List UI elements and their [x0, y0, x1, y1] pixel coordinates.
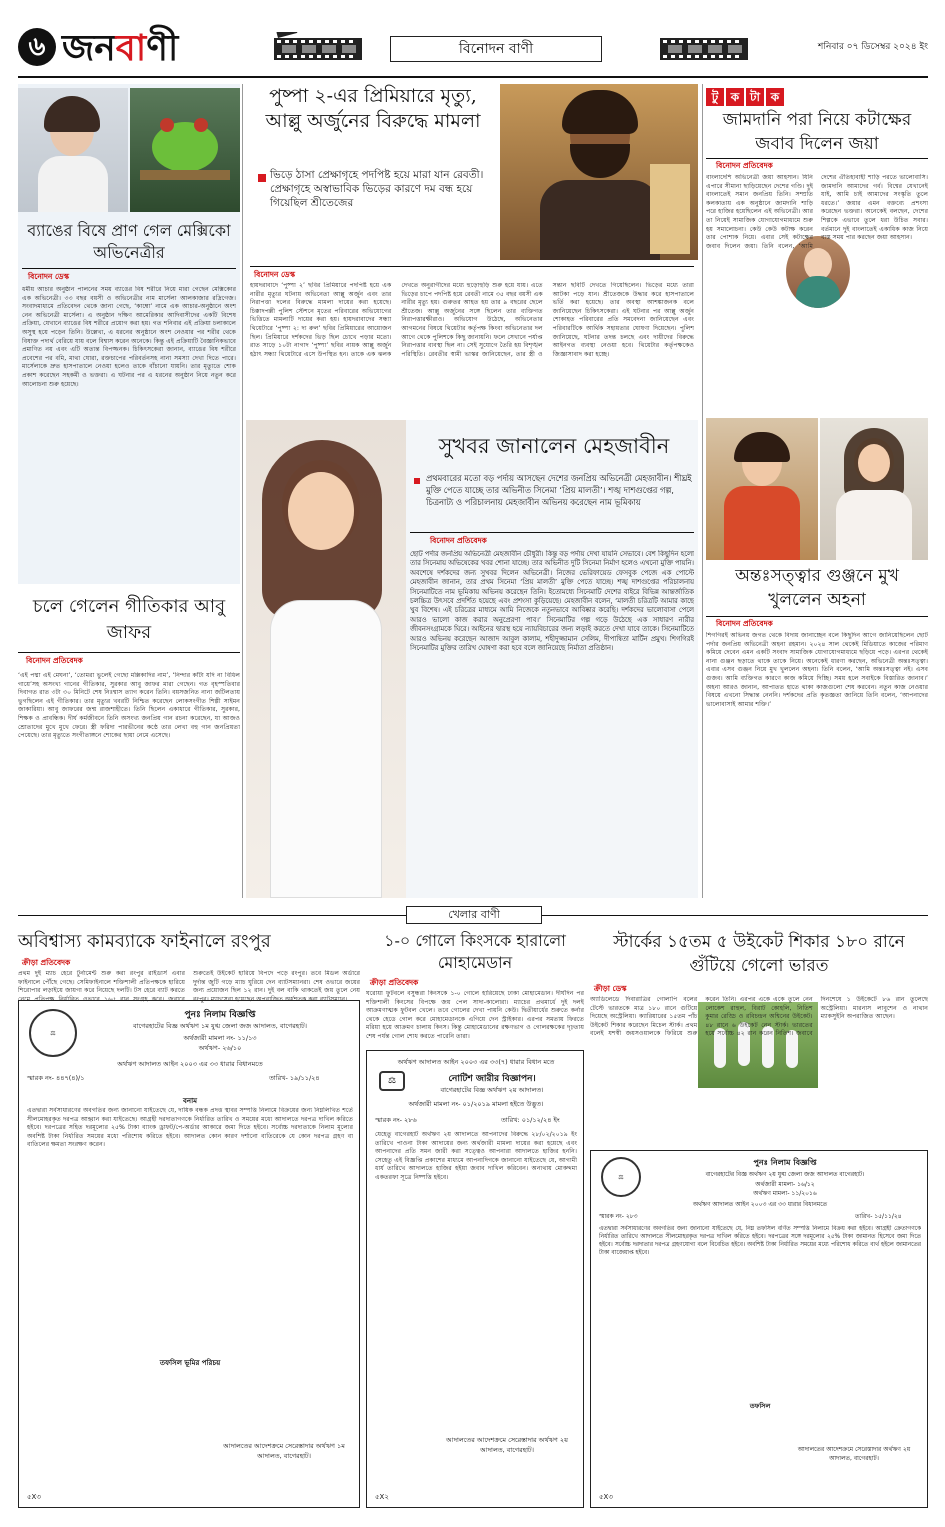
notice-left-case: অর্থজারী মামলা নং- ১১/১৩ [183, 1034, 257, 1042]
rangpur-byline: ক্রীড়া প্রতিবেদক [22, 958, 71, 967]
issue-date: শনিবার ০৭ ডিসেম্বর ২০২৪ ইং [818, 42, 928, 52]
logo-part3: াণী [146, 27, 179, 69]
notice-right-case: অর্থজারী মামলা- ১৬/১২ [755, 1181, 815, 1188]
notice-right-case2: অর্থঋণ মামলা- ১১/২০১৬ [753, 1190, 817, 1197]
pushpa-deck-bullet [258, 174, 266, 182]
notice-middle [366, 1050, 584, 1508]
notice-left-date: তারিখ- ১৯/১১/২৪ [269, 1074, 320, 1082]
frog-byline-rule [22, 268, 236, 269]
tuktak-char-2: ক [726, 88, 744, 106]
mehjabin-deck-bullet [414, 478, 420, 484]
jaya-headline: জামদানি পরা নিয়ে কটাক্ষের জবাব দিলেন জয়া [722, 110, 912, 154]
jaya-byline-rule [706, 158, 928, 159]
starc-body: অ্যাডিলেডে দিবারাত্রির গোলাপি বলের টেস্টে ভারতকে মাত্র ১৮০ রানে গুটিয়ে দিয়েছে অস্ট্রেলিয়া। ক্যারিয়ারের ১৫তম পাঁচ উইকেট শিকার করেছেন মিচেল স্টার্ক। প্রথম বলেই যশস্বী জয়সওয়ালকে ফিরিয়ে শুরু করেন তিনি। এরপর একে একে তুলে নেন লোকেশ রাহুল, বিরাট কোহলি, নিতিশ কুমার রেড্ডি ও রবিচন্দ্রন অশ্বিনের উইকেট। ৪৮ রানে ৬ উইকেট নেন স্টার্ক। ভারতের হয়ে সর্বোচ্চ ৪২ রান করেন নিতিশ। জবাবে দিনশেষে ১ উইকেটে ৮৬ রান তুলেছে অস্ট্রেলিয়া। মারনাস লাবুশেন ও নাথান ম্যাকসুইনি অপরাজিত আছেন। [590, 996, 928, 1038]
notice-right-date: তারিখ- ১৫/১১/২৪ [855, 1213, 902, 1220]
notice-left-against: বনাম [183, 1097, 197, 1105]
frog-body: ধর্মীয় আচার অনুষ্ঠান পালনের সময় ব্যাঙের বিষ শরীরে নিয়ে মারা গেছেন মেক্সিকোর এক অভিনেত্রী। ৩৩ বছর বয়সী ও অভিনেত্রীর নাম মার্সেলা আলকাজার রদ্রিগেজ। সংবাদমাধ্যমে প্রতিবেদন থেকে জানা গেছে, ‘কাম্বো’ নামে এক আচার-অনুষ্ঠানে অংশ নেন অভিনেত্রী মার্সেলা। এ অনুষ্ঠান দক্ষিণ আমেরিকার আদিবাসীদের একটি বিশেষ প্রক্রিয়া, যেখানে ব্যাঙের বিষ শরীরে প্রয়োগ করা হয়। গত শনিবার এই প্রক্রিয়া চলাকালে অসুস্থ হয়ে পড়েন তিনি। উল্লেখ্য, এ ধরনের অনুষ্ঠানে অংশ নেওয়ার পর শরীর থেকে বিষাক্ত পদার্থ বেরিয়ে যায় বলে বিশ্বাস করেন অনেকে। কিন্তু এই প্রক্রিয়াটি বৈজ্ঞানিকভাবে প্রমাণিত নয় এবং এটি অত্যন্ত বিপজ্জনক। চিকিৎসকেরা জানান, ব্যাঙের বিষ শরীরে প্রবেশের পর বমি, মাথা ঘোরা, রক্তচাপের পরিবর্তনসহ নানা সমস্যা দেখা দিতে পারে। মার্সেলাকে দ্রুত হাসপাতালে নেওয়া হলেও তাকে বাঁচানো যায়নি। তার মৃত্যুতে শোক প্রকাশ করেছেন সহকর্মী ও ভক্তরা। এ ঘটনার পর এ ধরনের অনুষ্ঠান নিয়ে নতুন করে আলোচনা শুরু হয়েছে। [22, 286, 236, 388]
notice-right-sub: বাগেরহাটের বিজ্ঞ অর্থঋণ ২য় যুগ্ম জেলা জজ আদালত বাগেরহাট। [705, 1171, 865, 1178]
notice-middle-case: অর্থজারী মামলা নং- ০১/২০১৯ মামলা হইতে উদ্ভূত। [408, 1100, 544, 1108]
notice-middle-body: যেহেতু বাগেরহাট অর্থঋণ ২য় আদালতে আপনাদের বিরুদ্ধে ২৮/০২/২০১৯ ইং তারিখে পাওনা টাকা আদায়ের জন্য অর্থজারী মামলা দায়ের করা হয়েছে এবং আপনাদের প্রতি সমন জারী করা সত্ত্বেও আপনারা আদালতে হাজির হননি। সেহেতু এই বিজ্ঞপ্তি প্রকাশের মাধ্যমে আপনাদিগকে জানানো যাইতেছে যে, আগামী ধার্য তারিখে আদালতে হাজির হইয়া জবাব দাখিল করিবেন। অন্যথায় মোকদ্দমা একতরফা সূত্রে নিষ্পত্তি হইবে। [375, 1131, 577, 1181]
pushpa-byline: বিনোদন ডেস্ক [254, 270, 295, 279]
ohona-photo-2 [820, 418, 928, 560]
jafar-body: ‘এই পদ্মা এই মেঘনা’, ‘তোমরা ভুলেই গেছো মল্লিকাদির নাম’, ‘নিন্দার কাঁটা যদি না বিঁধিল গায়ে’সহ অসংখ্য গানের গীতিকার, সুরকার আবু জাফর মারা গেছেন। গত বৃহস্পতিবার দিবাগত রাত ৩টা ৩০ মিনিটে শেষ নিঃশ্বাস ত্যাগ করেন তিনি। বয়সজনিত নানা জটিলতায় ভুগছিলেন এই গীতিকার। তার মৃত্যুর খবরটি নিশ্চিত করেছেন লোকসংগীত শিল্পী সাইমন জাকারিয়া। আবু জাফরের জন্ম রাজশাহীতে। তিনি ছিলেন একাধারে গীতিকার, সুরকার, শিক্ষক ও প্রাবন্ধিক। দীর্ঘ কর্মজীবনে তিনি অসংখ্য জনপ্রিয় গান রচনা করেছেন, যা আজও শ্রোতাদের মুখে মুখে ফেরে। স্ত্রী ফরিদা পারভীনের কণ্ঠে তার লেখা বহু গান জনপ্রিয়তা পেয়েছে। তার মৃত্যুতে সংগীতাঙ্গনে শোকের ছায়া নেমে এসেছে। [18, 672, 240, 740]
notice-right-schedule: তফসিল [749, 1402, 771, 1410]
masthead [18, 24, 928, 72]
notice-right-sign: আদালতের আদেশক্রমে সেরেস্তাদার অর্থঋণ ২য় আদালত, বাগেরহাট। [797, 1446, 911, 1462]
kings-headline: ১-০ গোলে কিংসকে হারালো মোহামেডান [384, 931, 566, 972]
notice-middle-date: তারিখ: ০১/১২/২৪ ইং [501, 1116, 560, 1124]
notice-right-body: এতদ্বারা সর্বসাধারণের অবগতির জন্য জানানো যাইতেছে যে, নিম্ন তফসিল বর্ণিত সম্পত্তি নিলামে বিক্রয় করা হইবে। আগ্রহী ক্রেতাগণকে নির্ধারিত তারিখে আদালতে সীলমোহরকৃত দরপত্র দাখিল করিতে হইবে। দরপত্রের সঙ্গে দরমূল্যের ২৫% টাকা জামানত হিসেবে জমা দিতে হইবে। সর্বোচ্চ দরদাতার দরপত্র গ্রহণযোগ্য বলে বিবেচিত হইবে। অবশিষ্ট টাকা নির্ধারিত সময়ের মধ্যে পরিশোধ করিতে ব্যর্থ হইলে জামানতের টাকা বাজেয়াপ্ত হইবে। [599, 1226, 921, 1256]
notice-middle-court: বাগেরহাটের বিজ্ঞ অর্থঋণ ২য় আদালত। [440, 1086, 544, 1094]
jaya-body: বাংলাদেশি অভিনেত্রী জয়া আহসান। যিনি এপারে সীমানা ছাড়িয়েছেন দেশের গণ্ডি। দুই বাংলাতেই সমান জনপ্রিয় তিনি। সম্প্রতি কলকাতায় এক অনুষ্ঠানে জামদানি শাড়ি পরে হাজির হয়েছিলেন এই অভিনেত্রী। আর তা নিয়েই সামাজিক যোগাযোগমাধ্যমে শুরু হয় সমালোচনা। কেউ কেউ কটাক্ষ করেন তার পোশাক নিয়ে। এবার সেই কটাক্ষের জবাব দিলেন জয়া। তিনি বলেন, ‘আমি দেশের ঐতিহ্যবাহী শাড়ি পরতে ভালোবাসি। জামদানি আমাদের গর্ব। বিশ্বের যেখানেই যাই, আমি চাই আমাদের সংস্কৃতি তুলে ধরতে।’ জয়ার এমন বক্তব্যে প্রশংসা করেছেন ভক্তরা। অনেকেই বলছেন, দেশের শিল্পকে এভাবে তুলে ধরা উচিত সবার। বর্তমানে দুই বাংলাতেই একাধিক কাজ নিয়ে ব্যস্ত সময় পার করছেন জয়া আহসান। [706, 174, 928, 250]
mehjabin-deck: প্রথমবারের মতো বড় পর্দায় আসছেন দেশের জনপ্রিয় অভিনেত্রী মেহজাবীন। শীঘ্রই মুক্তি পেতে যাচ্ছে তার অভিনীত সিনেমা ‘প্রিয় মালতী’। শঙ্খ দাশগুপ্তের গল্প, চিত্রনাট্য ও পরিচালনায় মেহজাবীন অভিনয় করেছেন নাম ভূমিকায় [426, 473, 692, 507]
rangpur-body: প্রথম দুই ম্যাচ হেরে টুর্নামেন্ট শুরু করা রংপুর রাইডার্স এবার ফাইনালে পৌঁছে গেছে। সেমিফাইনালে শক্তিশালী প্রতিপক্ষকে হারিয়ে শিরোপার লড়াইয়ে জায়গা করে নিয়েছে দলটি। টস হেরে ব্যাট করতে নেমে প্রতিপক্ষ নির্ধারিত ওভারে ১৬৫ রান সংগ্রহ করে। জবাবে শুরুতেই উইকেট হারিয়ে বিপদে পড়ে রংপুর। তবে মিডল অর্ডারে দুর্দান্ত জুটি গড়ে ম্যাচ ঘুরিয়ে দেন ব্যাটসম্যানরা। শেষ ওভারে জয়ের জন্য প্রয়োজন ছিল ১২ রান। দুই বল বাকি থাকতেই জয় তুলে নেয় রংপুর। ম্যাচসেরা হয়েছেন অপরাজিত অর্ধশতক করা ব্যাটসম্যান। [18, 970, 360, 1003]
jaya-byline: বিনোদন প্রতিবেদক [716, 161, 773, 170]
notice-middle-title: নোটিশ জারীর বিজ্ঞাপন। [448, 1074, 536, 1084]
notice-left-case2: অর্থঋণ- ২৬/১০ [198, 1044, 242, 1052]
notice-left-sign: আদালতের আদেশক্রমে সেরেস্তাদার অর্থঋণ ১ম আদালত, বাগেরহাট। [223, 1442, 345, 1460]
notice-right-size: ৫X৩ [599, 1493, 613, 1501]
pushpa-byline-rule [250, 266, 694, 267]
paper-logo [62, 26, 178, 70]
ohona-byline-rule [706, 616, 928, 617]
notice-right-ref: স্মারক নং- ২৮৩ [599, 1213, 638, 1220]
logo-part1: জন [62, 27, 116, 69]
allu-arjun-photo [500, 84, 698, 260]
mehjabin-photo [246, 420, 406, 898]
jafar-byline-rule [18, 652, 240, 653]
logo-part2: ব [115, 27, 147, 69]
section-title: বিনোদন বাণী [390, 36, 602, 62]
masthead-rule [18, 76, 928, 78]
jafar-story [18, 590, 240, 898]
ohona-byline: বিনোদন প্রতিবেদক [716, 619, 773, 628]
pushpa-body: হায়দরাবাদে ‘পুষ্পা ২’ ছবির প্রিমিয়ারে পদপিষ্ট হয়ে এক নারীর মৃত্যুর ঘটনায় অভিনেতা আল্লু অর্জুন এবং তার নিরাপত্তা দলের বিরুদ্ধে মামলা দায়ের করা হয়েছে। চিক্কাদপল্লী পুলিশ স্টেশনে মৃতের পরিবারের অভিযোগের ভিত্তিতে মামলাটি দায়ের করা হয়। হায়দরাবাদের সন্ধ্যা থিয়েটারে ‘পুষ্পা ২: দ্য রুল’ ছবির প্রিমিয়ারের আয়োজন ছিল। প্রিমিয়ারে দর্শকদের ভিড় ছিল চোখে পড়ার মতো। রাত সাড়ে ১০টা নাগাদ ‘পুষ্পা’ ছবির নায়ক আল্লু অর্জুন হঠাৎ সন্ধ্যা থিয়েটারে এসে উপস্থিত হন। তাকে এক ঝলক দেখতে অনুরাগীদের মধ্যে হুড়োহুড়ি শুরু হয়ে যায়। এতে ভিড়ের চাপে পদপিষ্ট হয়ে রেবতী নামে ৩৫ বছর বয়সী এক নারীর মৃত্যু হয়। গুরুতর আহত হয় তার ৯ বছরের ছেলে শ্রীতেজ। আল্লু অর্জুনের সঙ্গে ছিলেন তার ব্যক্তিগত নিরাপত্তারক্ষীরাও। অভিযোগ উঠেছে, অভিনেতার আগমনের বিষয়ে থিয়েটার কর্তৃপক্ষ কিংবা অভিনেতার দল আগে থেকে পুলিশকে কিছু জানায়নি। ফলে সেখানে পর্যাপ্ত নিরাপত্তার ব্যবস্থা ছিল না। সেই সুযোগে তৈরি হয় বিশৃঙ্খল পরিস্থিতি। রেবতীর স্বামী ভাস্কর জানিয়েছেন, তার স্ত্রী ও সন্তান ছবিটি দেখতে গিয়েছিলেন। ভিড়ের মধ্যে তারা আটকা পড়ে যান। শ্রীতেজকে উদ্ধার করে হাসপাতালে ভর্তি করা হয়েছে। তার অবস্থা আশঙ্কাজনক বলে জানিয়েছেন চিকিৎসকেরা। এই ঘটনার পর আল্লু অর্জুন শোকাহত পরিবারের প্রতি সমবেদনা জানিয়েছেন এবং পরিবারটিকে আর্থিক সহায়তার ঘোষণা দিয়েছেন। পুলিশ জানিয়েছে, ঘটনার তদন্ত চলছে এবং দায়ীদের বিরুদ্ধে আইনগত ব্যবস্থা নেওয়া হবে। থিয়েটার কর্তৃপক্ষকেও জিজ্ঞাসাবাদ করা হচ্ছে। [250, 282, 694, 358]
rangpur-story [18, 930, 360, 1003]
notice-left-title: পুনঃ নিলাম বিজ্ঞপ্তি [184, 1010, 256, 1020]
mehjabin-byline-rule [410, 532, 694, 533]
notice-left-law: অর্থঋণ আদালত আইন ২০০৩ এর ৩৩ ধারার বিধানমতে [117, 1060, 263, 1068]
frog-story [18, 84, 240, 584]
tuktak-char-3: টা [746, 88, 764, 106]
column-divider-1 [242, 84, 243, 898]
tuktak-char-4: ক [766, 88, 784, 106]
notice-left-sub: বাগেরহাটের বিজ্ঞ অর্থঋণ ১ম যুগ্ম জেলা জজ আদালত, বাগেরহাট। [133, 1022, 307, 1030]
starc-story [590, 930, 928, 1150]
sports-section-title: খেলার বাণী [406, 906, 542, 924]
ohona-headline: অন্তঃসত্ত্বার গুঞ্জনে মুখ খুললেন অহনা [735, 566, 899, 610]
ohona-body: শিগগিরই অভিনয় জগত থেকে বিদায় জানাচ্ছেন বলে কিছুদিন আগে জানিয়েছিলেন ছোট পর্দার জনপ্রিয় অভিনেত্রী অহনা রহমান। ২০২৪ সাল থেকেই মিডিয়াতে কাজের পরিমাণ কমিয়ে দেবেন এমন একটি সংবাদ সামাজিক যোগাযোগমাধ্যমে ছড়িয়ে পড়ে। এরপর থেকেই নানা গুঞ্জন ছড়াতে থাকে তাকে নিয়ে। অনেকেই ধারণা করছেন, অভিনেত্রী অন্তঃসত্ত্বা। এবার এসব গুঞ্জন নিয়ে মুখ খুললেন অহনা। তিনি বলেন, ‘আমি অন্তঃসত্ত্বা নই। এসব গুজব। আমি ব্যক্তিগত কারণে কাজ কমিয়ে দিচ্ছি। সময় হলে সবাইকে বিস্তারিত জানাব।’ অহনা আরও জানান, আপাতত হাতে থাকা কাজগুলো শেষ করবেন। নতুন কাজ নেওয়ার বিষয়ে এখনো সিদ্ধান্ত নেননি। দর্শকদের প্রতি কৃতজ্ঞতা জানিয়ে তিনি বলেন, ‘আপনাদের ভালোবাসাই আমার শক্তি।’ [706, 632, 928, 708]
film-strip-right-icon [658, 32, 750, 66]
kings-byline: ক্রীড়া প্রতিবেদক [370, 978, 419, 987]
frog-byline: বিনোদন ডেস্ক [28, 272, 69, 281]
column-divider-2 [702, 84, 703, 898]
notice-right-title: পুনঃ নিলাম বিজ্ঞপ্তি [753, 1158, 817, 1167]
notice-right-law: অর্থঋণ আদালত আইন ২০০৩ এর ৩৩ ধারার বিধানমতে [692, 1201, 828, 1208]
court-seal-left-icon: ⚖ [29, 1009, 77, 1057]
film-strip-left-icon [272, 32, 364, 66]
frog-headline: ব্যাঙের বিষে প্রাণ গেল মেক্সিকো অভিনেত্রীর [27, 221, 231, 262]
starc-byline: ক্রীড়া ডেস্ক [594, 984, 627, 993]
court-emblem-middle-icon: ⚖ [379, 1071, 405, 1091]
jafar-headline: চলে গেলেন গীতিকার আবু জাফর [32, 596, 226, 643]
mehjabin-headline: সুখবর জানালেন মেহজাবীন [438, 434, 670, 458]
notice-middle-sign: আদালতের আদেশক্রমে সেরেস্তাদার অর্থঋণ ২য় আদালত, বাগেরহাট। [446, 1436, 568, 1454]
notice-middle-ref: স্মারক নং- ২৮৬ [375, 1116, 417, 1124]
jafar-byline: বিনোদন প্রতিবেদক [26, 656, 83, 665]
kings-story [366, 930, 584, 1048]
notice-right [590, 1150, 928, 1508]
pushpa-deck: ভিড়ে ঠাসা প্রেক্ষাগৃহে পদপিষ্ট হয়ে মারা যান রেবতী। প্রেক্ষাগৃহে অস্বাভাবিক ভিড়ের কারণে দম বন্ধ হয়ে গিয়েছিল শ্রীতেজের [270, 169, 484, 209]
mehjabin-body: ছোট পর্দার জনপ্রিয় অভিনেত্রী মেহজাবীন চৌধুরী। কিন্তু বড় পর্দায় দেখা যায়নি সেভাবে। বেশ কিছুদিন হলো তার সিনেমায় অভিষেকের খবর শোনা যাচ্ছে। তার অভিনীত দুটি সিনেমা নির্মাণ হলেও এখনো মুক্তি পায়নি। অবশেষে দর্শকদের জন্য সুখবর দিলেন অভিনেত্রী। নিজের ভেরিফায়েড ফেসবুক পেজে এক পোস্টে মেহজাবীন জানান, তার প্রথম সিনেমা ‘প্রিয় মালতী’ মুক্তি পেতে যাচ্ছে। শঙ্খ দাশগুপ্তের পরিচালনায় সিনেমাটিতে নাম ভূমিকায় অভিনয় করেছেন তিনি। ইতোমধ্যে সিনেমাটি দেশের বাইরে বিভিন্ন আন্তর্জাতিক চলচ্চিত্র উৎসবে প্রদর্শিত হয়েছে এবং প্রশংসা কুড়িয়েছে। মেহজাবীন বলেন, ‘মালতী চরিত্রটি আমার কাছে খুব বিশেষ। এই চরিত্রের মাধ্যমে আমি নিজেকে নতুনভাবে আবিষ্কার করেছি। দর্শকদের ভালোবাসা পেলে আরও ভালো কাজ করার অনুপ্রেরণা পাব।’ সিনেমাটির গল্প গড়ে উঠেছে এক সাধারণ নারীর জীবনসংগ্রামকে ঘিরে। আইনের দ্বারস্থ হয়ে ন্যায়বিচারের জন্য লড়াই করতে দেখা যাবে তাকে। সিনেমাটিতে আরও অভিনয় করেছেন আজাদ আবুল কালাম, শহীদুজ্জামান সেলিম, দীপান্বিতা মার্টিন প্রমুখ। শিগগিরই সিনেমাটির মুক্তির তারিখ ঘোষণা করা হবে বলে জানিয়েছে নির্মাতা প্রতিষ্ঠান। [410, 550, 694, 653]
rangpur-headline: অবিশ্বাস্য কামব্যাকে ফাইনালে রংপুর [18, 931, 271, 952]
actress-photo [18, 88, 128, 212]
notice-middle-size: ৫X২ [375, 1493, 389, 1501]
pushpa-story [246, 84, 698, 414]
frog-photo [130, 88, 240, 212]
ohona-photo-1 [706, 418, 818, 560]
mehjabin-byline: বিনোদন প্রতিবেদক [430, 536, 487, 545]
notice-left-ref: স্মারক নং- ৪৪৭(৪)/১ [27, 1074, 85, 1082]
page-number-badge: ৬ [18, 28, 56, 66]
tuktak-char-1: টু [706, 88, 724, 106]
kings-body: ঘরোয়া ফুটবলে বসুন্ধরা কিংসকে ১-০ গোলে হারিয়েছে ঢাকা মোহামেডান। দীর্ঘদিন পর শক্তিশালী কিংসের বিপক্ষে জয় পেল সাদা-কালোরা। ম্যাচের প্রথমার্ধে দুই দলই আক্রমণাত্মক ফুটবল খেলে। তবে গোলের দেখা পায়নি কেউ। দ্বিতীয়ার্ধের শুরুতে কর্নার থেকে হেডে গোল করে মোহামেডানকে এগিয়ে দেন স্ট্রাইকার। এরপর সমতায় ফিরতে মরিয়া হয়ে আক্রমণ চালায় কিংস। কিন্তু মোহামেডানের রক্ষণভাগ ও গোলরক্ষকের দৃঢ়তায় শেষ পর্যন্ত গোল শোধ করতে পারেনি তারা। [366, 990, 584, 1040]
mehjabin-story [246, 420, 698, 898]
sports-section-bar [18, 906, 928, 924]
court-seal-right-icon: ⚖ [601, 1157, 641, 1197]
starc-headline: স্টার্কের ১৫তম ৫ উইকেট শিকার ১৮০ রানে গুঁটিয়ে গেলো ভারত [613, 932, 905, 976]
notice-left [18, 1000, 360, 1508]
notice-left-size: ৫X৩ [27, 1493, 41, 1501]
tuktak-label [706, 86, 796, 106]
notice-middle-law: অর্থঋণ আদালত আইন ২০০৩ এর ৩৩(৭) ধারার বিধান মতে [397, 1058, 555, 1066]
notice-left-body: এতদ্বারা সর্বসাধারণের অবগতির জন্য জানানো যাইতেছে যে, দায়িক বন্ধক প্রদত্ত স্থাবর সম্পত্তি নিলামে বিক্রয়ের জন্য নিম্নলিখিত শর্তে সীলমোহরকৃত দরপত্র আহ্বান করা যাইতেছে। আগ্রহী দরদাতাগণকে নির্ধারিত তারিখ ও সময়ের মধ্যে আদালতে দরপত্র দাখিল করিতে হইবে। দরপত্রের সহিত দরমূল্যের ২৫% টাকা ব্যাংক ড্রাফট/পে-অর্ডার আকারে জমা দিতে হইবে। সর্বোচ্চ দরদাতাকে নিলাম মূল্যের অবশিষ্ট টাকা নির্ধারিত সময়ের মধ্যে পরিশোধ করিতে হইবে। আদালত কোন কারণ দর্শানো ব্যতিরেকে যে কোন দরপত্র গ্রহণ বা বাতিলের ক্ষমতা সংরক্ষণ করেন। [27, 1107, 353, 1149]
pushpa-headline: পুষ্পা ২-এর প্রিমিয়ারে মৃত্যু, আল্লু অর্জুনের বিরুদ্ধে মামলা [265, 85, 481, 132]
notice-left-schedule: তফসিল ভূমির পরিচয় [159, 1359, 221, 1367]
